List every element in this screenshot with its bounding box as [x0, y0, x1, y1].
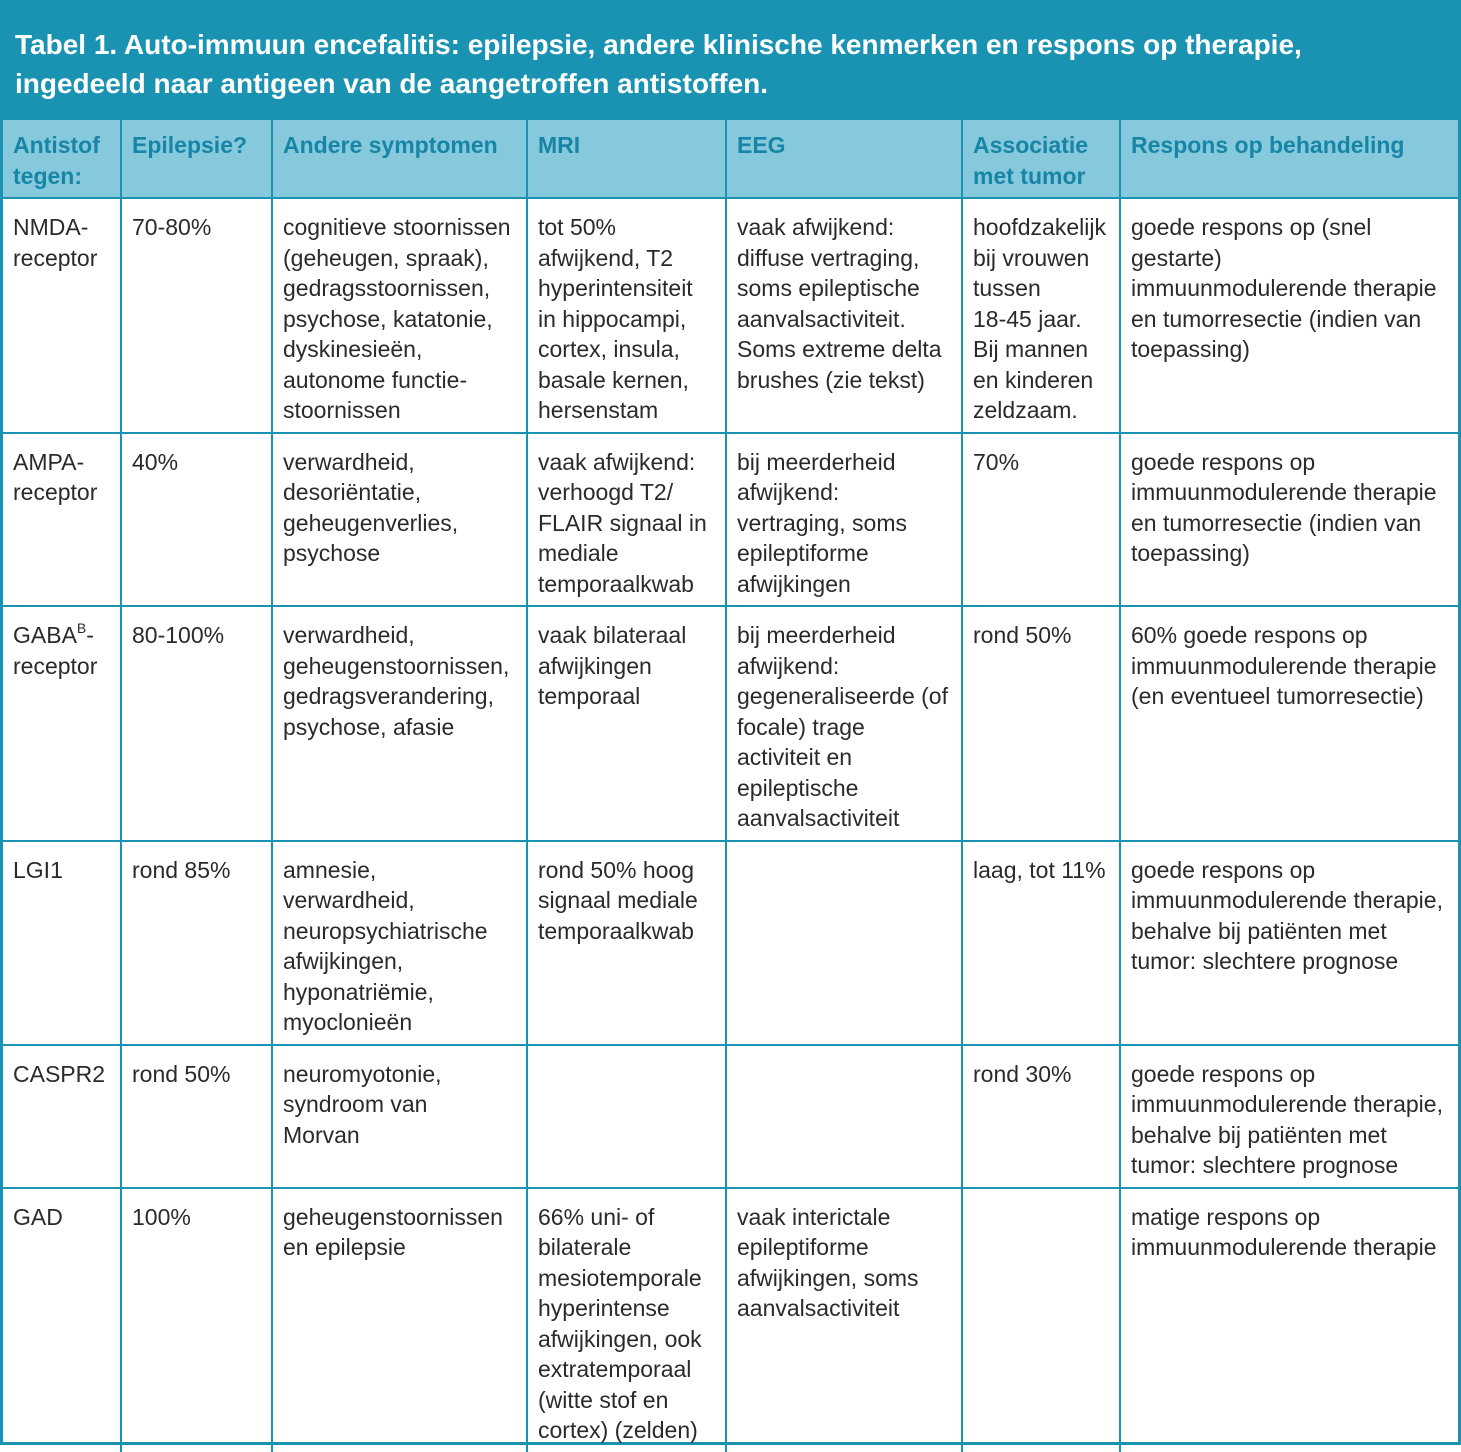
- antibody-superscript: B: [76, 620, 87, 637]
- cell-antibody: CASPR2: [3, 1045, 121, 1188]
- cell-eeg: bij meerderheid afwijkend: gegeneraliseerde (of focale) trage activiteit en epileptische aanvalsactiviteit: [726, 606, 962, 841]
- cell-epilepsy: 100%: [121, 1188, 272, 1452]
- table-row: [3, 606, 1458, 841]
- cell-response: goede respons op immuunmodulerende therapie, behalve bij patiënten met tumor: slechtere prognose: [1120, 841, 1458, 1045]
- title-line-2: ingedeeld naar antigeen van de aangetroffen antistoffen.: [15, 68, 769, 99]
- cell-symptoms: geheugenstoornissen en epilepsie: [272, 1188, 527, 1452]
- cell-mri: vaak bilateraal afwijkingen temporaal: [527, 606, 726, 841]
- cell-mri: rond 50% hoog signaal mediale temporaalkwab: [527, 841, 726, 1045]
- cell-eeg: [726, 1045, 962, 1188]
- cell-tumor: [962, 1188, 1120, 1452]
- header-response: Respons op behandeling: [1120, 120, 1458, 198]
- cell-response: goede respons op immuunmodulerende therapie en tumorresectie (indien van toepassing): [1120, 433, 1458, 607]
- table-header-row: [3, 120, 1458, 198]
- cell-tumor: rond 50%: [962, 606, 1120, 841]
- cell-symptoms: neuromyotonie, syndroom van Morvan: [272, 1045, 527, 1188]
- cell-response: 60% goede respons op immuunmodulerende therapie (en eventueel tumorresectie): [1120, 606, 1458, 841]
- table-row: [3, 1188, 1458, 1452]
- antibody-main: GABA: [13, 622, 77, 648]
- cell-symptoms: verwardheid, desoriëntatie, geheugenverlies, psychose: [272, 433, 527, 607]
- data-table: [3, 120, 1458, 1452]
- header-mri: MRI: [527, 120, 726, 198]
- cell-epilepsy: rond 85%: [121, 841, 272, 1045]
- cell-tumor: laag, tot 11%: [962, 841, 1120, 1045]
- table-row: [3, 433, 1458, 607]
- table-row: [3, 198, 1458, 433]
- cell-epilepsy: rond 50%: [121, 1045, 272, 1188]
- header-symptoms: Andere symptomen: [272, 120, 527, 198]
- cell-antibody: LGI1: [3, 841, 121, 1045]
- cell-response: matige respons op immuunmodulerende therapie: [1120, 1188, 1458, 1452]
- table-row: [3, 841, 1458, 1045]
- cell-antibody: AMPA- receptor: [3, 433, 121, 607]
- cell-epilepsy: 70-80%: [121, 198, 272, 433]
- cell-mri: [527, 1045, 726, 1188]
- cell-antibody: GAD: [3, 1188, 121, 1452]
- header-antibody: Antistof tegen:: [3, 120, 121, 198]
- header-eeg: EEG: [726, 120, 962, 198]
- cell-mri: 66% uni- of bilaterale mesiotemporale hyperintense afwijkingen, ook extratemporaal (witte stof en cortex) (zelden): [527, 1188, 726, 1452]
- cell-tumor: hoofdzakelijk bij vrouwen tussen 18-45 jaar. Bij mannen en kinderen zeldzaam.: [962, 198, 1120, 433]
- header-tumor: Associatie met tumor: [962, 120, 1120, 198]
- cell-mri: vaak afwijkend: verhoogd T2/ FLAIR signaal in mediale temporaalkwab: [527, 433, 726, 607]
- cell-eeg: bij meerderheid afwijkend: vertraging, soms epileptiforme afwijkingen: [726, 433, 962, 607]
- cell-epilepsy: 80-100%: [121, 606, 272, 841]
- cell-symptoms: verwardheid, geheugenstoornissen, gedragsverandering, psychose, afasie: [272, 606, 527, 841]
- cell-epilepsy: 40%: [121, 433, 272, 607]
- cell-eeg: vaak interictale epileptiforme afwijkingen, soms aanvalsactiviteit: [726, 1188, 962, 1452]
- cell-eeg: [726, 841, 962, 1045]
- cell-antibody: NMDA- receptor: [3, 198, 121, 433]
- table-title: [3, 3, 1458, 120]
- cell-symptoms: cognitieve stoornissen (geheugen, spraak), gedragsstoornissen, psychose, katatonie, dyskinesieën, autonome functie- stoornissen: [272, 198, 527, 433]
- cell-tumor: 70%: [962, 433, 1120, 607]
- cell-mri: tot 50% afwijkend, T2 hyperintensiteit in hippocampi, cortex, insula, basale kernen, hersenstam: [527, 198, 726, 433]
- cell-response: goede respons op (snel gestarte) immuunmodulerende therapie en tumorresectie (indien van toepassing): [1120, 198, 1458, 433]
- header-epilepsy: Epilepsie?: [121, 120, 272, 198]
- table-row: [3, 1045, 1458, 1188]
- title-line-1: Tabel 1. Auto-immuun encefalitis: epilepsie, andere klinische kenmerken en respons op therapie,: [15, 29, 1302, 60]
- antibody-rest: - receptor: [13, 622, 98, 679]
- cell-eeg: vaak afwijkend: diffuse vertraging, soms epileptische aanvalsactiviteit. Soms extreme delta brushes (zie tekst): [726, 198, 962, 433]
- cell-symptoms: amnesie, verwardheid, neuropsychiatrische afwijkingen, hyponatriëmie, myoclonieën: [272, 841, 527, 1045]
- cell-tumor: rond 30%: [962, 1045, 1120, 1188]
- cell-antibody: [3, 606, 121, 841]
- cell-response: goede respons op immuunmodulerende therapie, behalve bij patiënten met tumor: slechtere prognose: [1120, 1045, 1458, 1188]
